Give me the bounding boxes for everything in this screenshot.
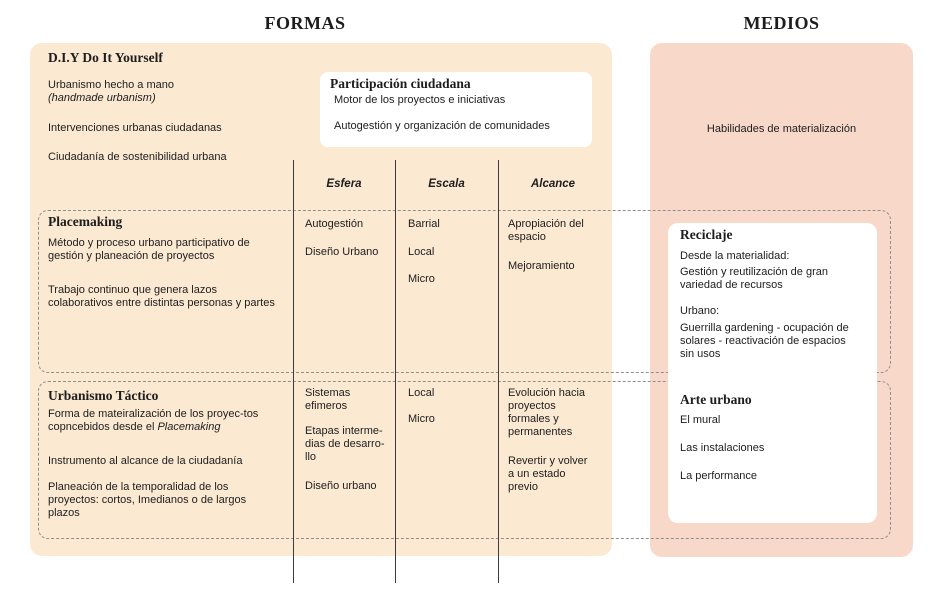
tactico-alcance-1: Evolución hacia proyectos formales y permanentes bbox=[508, 387, 586, 438]
column-divider-3 bbox=[498, 160, 499, 583]
column-header-esfera: Esfera bbox=[326, 178, 362, 190]
arte-urbano-item-1: El mural bbox=[680, 414, 721, 426]
placemaking-escala-1: Barrial bbox=[408, 218, 440, 230]
placemaking-desc2: Trabajo continuo que genera lazos colaborativos entre distintas personas y partes bbox=[48, 284, 275, 309]
tactico-escala-1: Local bbox=[408, 387, 435, 399]
placemaking-escala-2: Local bbox=[408, 246, 435, 258]
placemaking-esfera-1: Autogestión bbox=[305, 218, 364, 230]
medios-header: MEDIOS bbox=[743, 13, 820, 33]
diy-line1-italic: (handmade urbanism) bbox=[48, 92, 156, 104]
placemaking-title: Placemaking bbox=[48, 214, 123, 229]
arte-urbano-title: Arte urbano bbox=[680, 392, 752, 407]
participacion-title: Participación ciudadana bbox=[330, 76, 471, 91]
reciclaje-title: Reciclaje bbox=[680, 227, 733, 242]
tactico-desc1-italic: Placemaking bbox=[157, 421, 221, 433]
tactico-title: Urbanismo Táctico bbox=[48, 388, 159, 403]
arte-urbano-item-2: Las instalaciones bbox=[680, 442, 765, 454]
diy-line2: Intervenciones urbanas ciudadanas bbox=[48, 122, 222, 134]
placemaking-esfera-2: Diseño Urbano bbox=[305, 246, 379, 258]
placemaking-desc1: Método y proceso urbano participativo de gestión y planeación de proyectos bbox=[48, 237, 250, 262]
tactico-desc1 bbox=[48, 408, 260, 434]
tactico-alcance-2: Revertir y volver a un estado previo bbox=[508, 455, 588, 493]
tactico-desc3: Planeación de la temporalidad de los proyectos: cortos, Imedianos o de largos plazos bbox=[48, 481, 247, 519]
placemaking-escala-3: Micro bbox=[408, 273, 435, 285]
participacion-line1: Motor de los proyectos e iniciativas bbox=[334, 94, 506, 106]
diy-title: D.I.Y Do It Yourself bbox=[48, 50, 163, 65]
column-divider-1 bbox=[293, 160, 294, 583]
formas-header: FORMAS bbox=[264, 13, 346, 33]
reciclaje-p2-line2: Guerrilla gardening - ocupación de solares - reactivación de espacios sin usos bbox=[680, 322, 849, 360]
column-header-escala: Escala bbox=[428, 178, 465, 190]
column-divider-2 bbox=[395, 160, 396, 583]
tactico-esfera-3: Diseño urbano bbox=[305, 480, 377, 492]
arte-urbano-item-3: La performance bbox=[680, 470, 758, 482]
reciclaje-p1-line2: Gestión y reutilización de gran variedad de recursos bbox=[680, 266, 828, 291]
participacion-line2: Autogestión y organización de comunidades bbox=[334, 120, 550, 132]
diy-line1: Urbanismo hecho a mano bbox=[48, 79, 174, 91]
column-header-alcance: Alcance bbox=[530, 178, 576, 190]
tactico-desc2: Instrumento al alcance de la ciudadanía bbox=[48, 455, 243, 467]
reciclaje-p2-line1: Urbano: bbox=[680, 305, 720, 317]
tactico-escala-2: Micro bbox=[408, 413, 435, 425]
medios-subtitle: Habilidades de materialización bbox=[706, 123, 857, 135]
reciclaje-p1-line1: Desde la materialidad: bbox=[680, 250, 790, 262]
tactico-esfera-2: Etapas interme-dias de desarro-llo bbox=[305, 425, 385, 463]
placemaking-alcance-1: Apropiación del espacio bbox=[508, 218, 584, 243]
tactico-esfera-1: Sistemas efimeros bbox=[305, 387, 351, 412]
tactico-desc1-plain: Forma de mateiralización de los proyec-tos copncebidos desde el bbox=[48, 408, 259, 433]
placemaking-alcance-2: Mejoramiento bbox=[508, 260, 575, 272]
diy-line3: Ciudadanía de sostenibilidad urbana bbox=[48, 151, 227, 163]
